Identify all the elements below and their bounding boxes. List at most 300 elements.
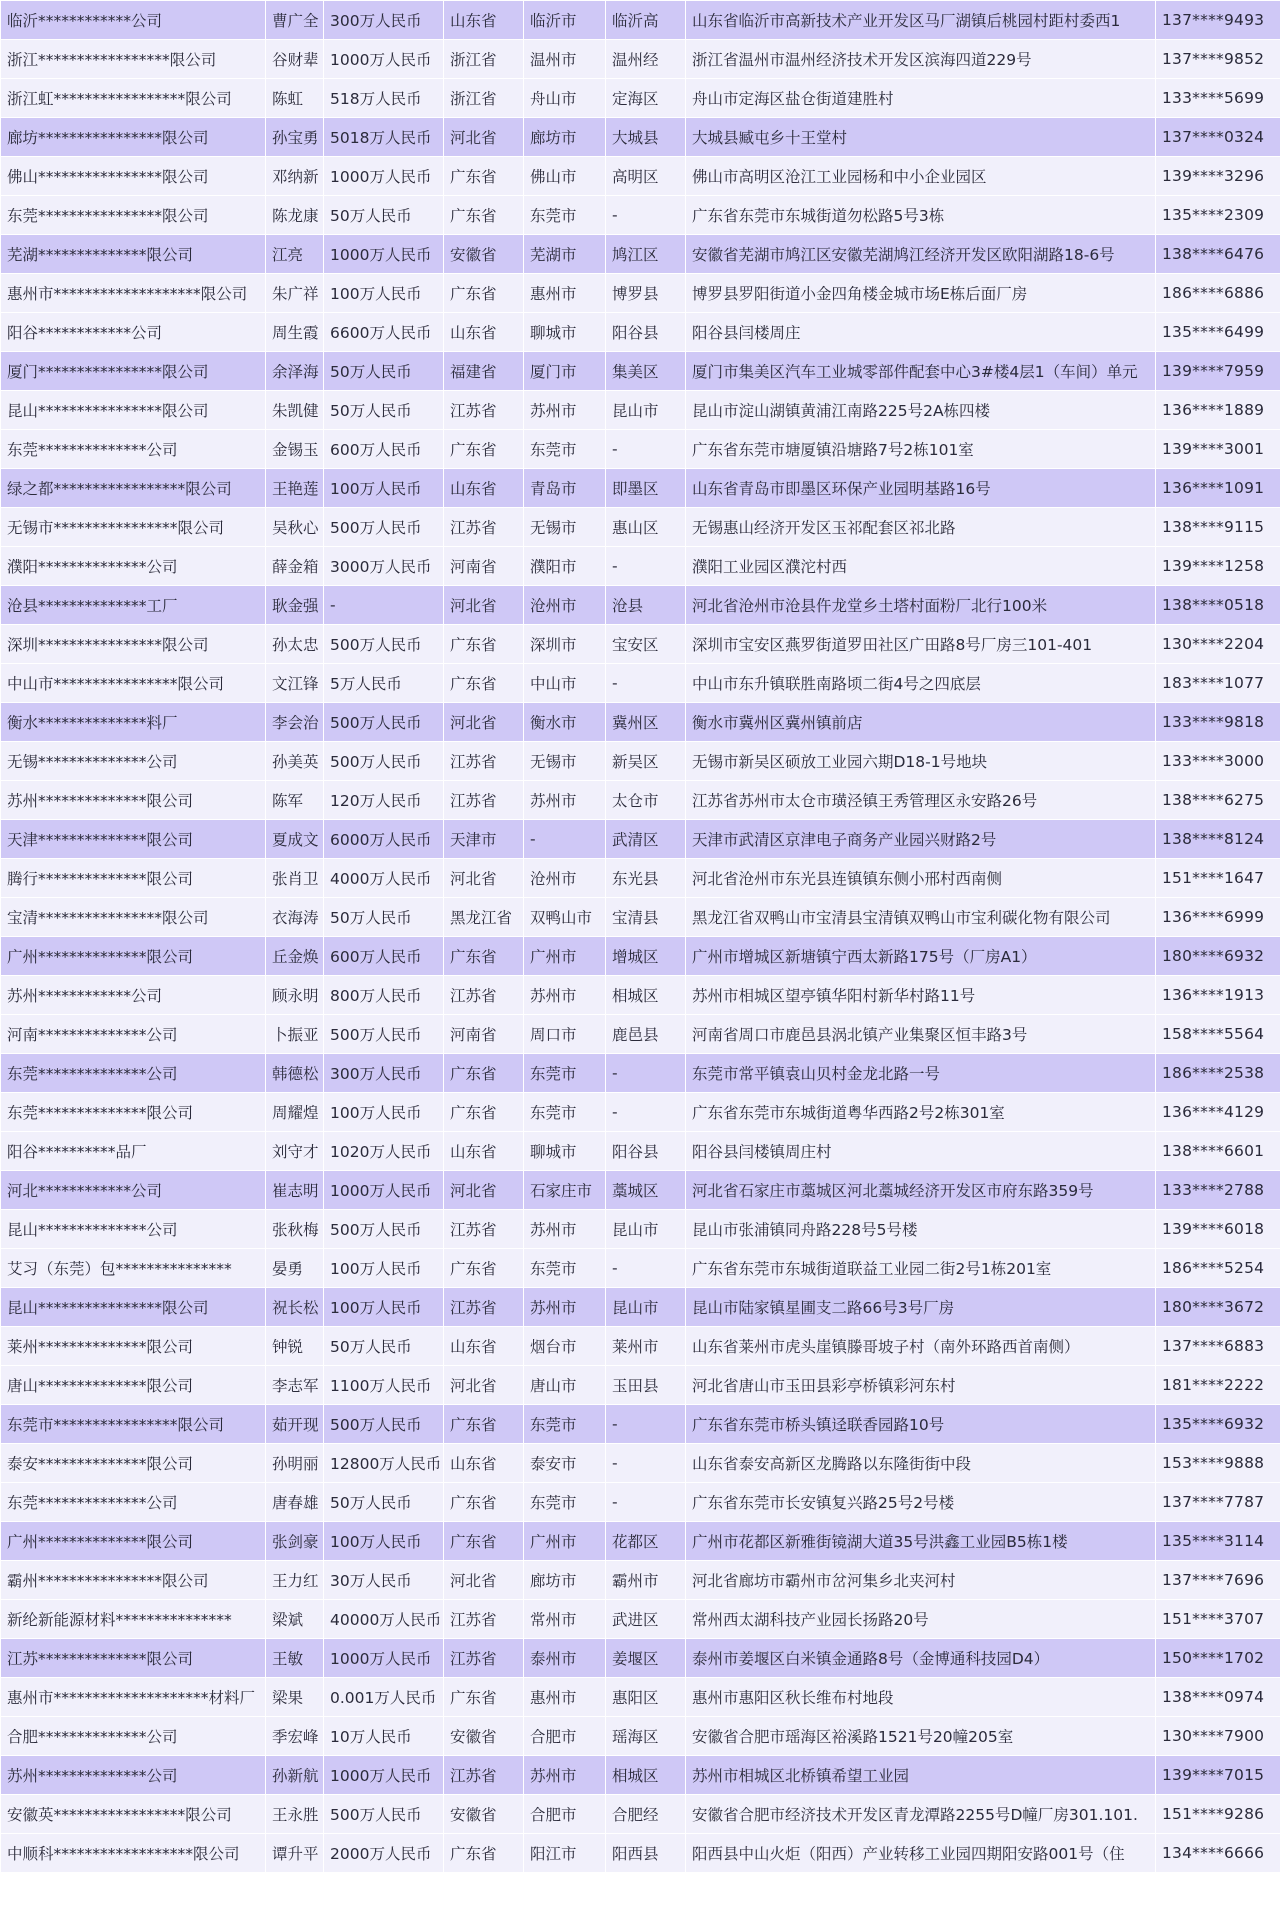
table-row xyxy=(1,352,1280,391)
cell-province: 广东省 xyxy=(444,1678,524,1717)
cell-address: 深圳市宝安区燕罗街道罗田社区广田路8号厂房三101-401 xyxy=(686,625,1156,664)
cell-phone: 158****5564 xyxy=(1156,1015,1280,1054)
cell-province: 广东省 xyxy=(444,937,524,976)
cell-district: - xyxy=(606,664,686,703)
cell-registered-capital: 50万人民币 xyxy=(324,391,444,430)
cell-legal-person: 朱凯健 xyxy=(266,391,324,430)
cell-province: 山东省 xyxy=(444,1132,524,1171)
cell-province: 江苏省 xyxy=(444,1600,524,1639)
cell-company-name: 中顺科******************限公司 xyxy=(1,1834,266,1873)
cell-phone: 130****2204 xyxy=(1156,625,1280,664)
cell-company-name: 绿之都*****************限公司 xyxy=(1,469,266,508)
table-row xyxy=(1,1639,1280,1678)
cell-phone: 138****6275 xyxy=(1156,781,1280,820)
cell-district: 鸠江区 xyxy=(606,235,686,274)
table-row xyxy=(1,664,1280,703)
cell-company-name: 衡水**************料厂 xyxy=(1,703,266,742)
cell-address: 博罗县罗阳街道小金四角楼金城市场E栋后面厂房 xyxy=(686,274,1156,313)
cell-address: 惠州市惠阳区秋长维布村地段 xyxy=(686,1678,1156,1717)
cell-city: 东莞市 xyxy=(524,196,606,235)
cell-district: 沧县 xyxy=(606,586,686,625)
cell-legal-person: 陈虹 xyxy=(266,79,324,118)
cell-legal-person: 梁果 xyxy=(266,1678,324,1717)
cell-phone: 153****9888 xyxy=(1156,1444,1280,1483)
cell-phone: 186****2538 xyxy=(1156,1054,1280,1093)
cell-district: 惠山区 xyxy=(606,508,686,547)
table-row xyxy=(1,40,1280,79)
cell-address: 河北省唐山市玉田县彩亭桥镇彩河东村 xyxy=(686,1366,1156,1405)
cell-company-name: 霸州****************限公司 xyxy=(1,1561,266,1600)
cell-registered-capital: 50万人民币 xyxy=(324,352,444,391)
cell-city: 东莞市 xyxy=(524,1054,606,1093)
cell-company-name: 临沂************公司 xyxy=(1,1,266,40)
cell-district: - xyxy=(606,1054,686,1093)
cell-province: 河北省 xyxy=(444,859,524,898)
cell-phone: 136****1889 xyxy=(1156,391,1280,430)
cell-registered-capital: 100万人民币 xyxy=(324,1522,444,1561)
cell-address: 河北省石家庄市藁城区河北藁城经济开发区市府东路359号 xyxy=(686,1171,1156,1210)
table-row xyxy=(1,703,1280,742)
cell-legal-person: 孙新航 xyxy=(266,1756,324,1795)
cell-phone: 139****1258 xyxy=(1156,547,1280,586)
cell-legal-person: 孙宝勇 xyxy=(266,118,324,157)
cell-city: 苏州市 xyxy=(524,1288,606,1327)
table-row xyxy=(1,1444,1280,1483)
cell-phone: 151****9286 xyxy=(1156,1795,1280,1834)
cell-address: 山东省临沂市高新技术产业开发区马厂湖镇后桃园村距村委西1 xyxy=(686,1,1156,40)
cell-legal-person: 衣海涛 xyxy=(266,898,324,937)
cell-address: 中山市东升镇联胜南路顷二街4号之四底层 xyxy=(686,664,1156,703)
cell-registered-capital: 50万人民币 xyxy=(324,196,444,235)
cell-legal-person: 孙太忠 xyxy=(266,625,324,664)
cell-address: 泰州市姜堰区白米镇金通路8号（金博通科技园D4） xyxy=(686,1639,1156,1678)
cell-phone: 183****1077 xyxy=(1156,664,1280,703)
cell-province: 河北省 xyxy=(444,703,524,742)
cell-province: 河北省 xyxy=(444,1366,524,1405)
cell-legal-person: 夏成文 xyxy=(266,820,324,859)
cell-legal-person: 薛金箱 xyxy=(266,547,324,586)
cell-phone: 138****9115 xyxy=(1156,508,1280,547)
cell-legal-person: 晏勇 xyxy=(266,1249,324,1288)
cell-company-name: 中山市****************限公司 xyxy=(1,664,266,703)
cell-company-name: 艾习（东莞）包*************** xyxy=(1,1249,266,1288)
cell-legal-person: 张肖卫 xyxy=(266,859,324,898)
cell-address: 安徽省合肥市经济技术开发区青龙潭路2255号D幢厂房301.101. xyxy=(686,1795,1156,1834)
cell-city: 深圳市 xyxy=(524,625,606,664)
cell-address: 广东省东莞市东城街道勿松路5号3栋 xyxy=(686,196,1156,235)
cell-province: 河北省 xyxy=(444,118,524,157)
cell-company-name: 浙江*****************限公司 xyxy=(1,40,266,79)
cell-company-name: 宝清****************限公司 xyxy=(1,898,266,937)
cell-company-name: 阳谷************公司 xyxy=(1,313,266,352)
cell-address: 昆山市张浦镇同舟路228号5号楼 xyxy=(686,1210,1156,1249)
table-row xyxy=(1,1015,1280,1054)
cell-city: 合肥市 xyxy=(524,1717,606,1756)
cell-district: 新吴区 xyxy=(606,742,686,781)
cell-company-name: 昆山****************限公司 xyxy=(1,1288,266,1327)
cell-phone: 150****1702 xyxy=(1156,1639,1280,1678)
cell-legal-person: 王敏 xyxy=(266,1639,324,1678)
cell-registered-capital: 500万人民币 xyxy=(324,1210,444,1249)
cell-city: 惠州市 xyxy=(524,1678,606,1717)
cell-legal-person: 耿金强 xyxy=(266,586,324,625)
table-row xyxy=(1,1132,1280,1171)
cell-district: 博罗县 xyxy=(606,274,686,313)
table-row xyxy=(1,625,1280,664)
cell-district: 玉田县 xyxy=(606,1366,686,1405)
cell-phone: 133****9818 xyxy=(1156,703,1280,742)
cell-district: 宝清县 xyxy=(606,898,686,937)
cell-registered-capital: 100万人民币 xyxy=(324,274,444,313)
table-row xyxy=(1,157,1280,196)
cell-legal-person: 李志军 xyxy=(266,1366,324,1405)
cell-address: 大城县臧屯乡十王堂村 xyxy=(686,118,1156,157)
cell-registered-capital: 2000万人民币 xyxy=(324,1834,444,1873)
cell-phone: 133****3000 xyxy=(1156,742,1280,781)
cell-address: 无锡惠山经济开发区玉祁配套区祁北路 xyxy=(686,508,1156,547)
cell-district: 温州经 xyxy=(606,40,686,79)
cell-company-name: 东莞**************限公司 xyxy=(1,1093,266,1132)
cell-company-name: 苏州************公司 xyxy=(1,976,266,1015)
cell-province: 山东省 xyxy=(444,313,524,352)
cell-district: 定海区 xyxy=(606,79,686,118)
cell-company-name: 安徽英*****************限公司 xyxy=(1,1795,266,1834)
cell-province: 浙江省 xyxy=(444,79,524,118)
table-row xyxy=(1,1,1280,40)
cell-address: 江苏省苏州市太仓市璜泾镇王秀管理区永安路26号 xyxy=(686,781,1156,820)
cell-city: 常州市 xyxy=(524,1600,606,1639)
cell-phone: 139****6018 xyxy=(1156,1210,1280,1249)
cell-address: 苏州市相城区北桥镇希望工业园 xyxy=(686,1756,1156,1795)
table-row xyxy=(1,79,1280,118)
cell-company-name: 新纶新能源材料*************** xyxy=(1,1600,266,1639)
cell-district: 即墨区 xyxy=(606,469,686,508)
cell-company-name: 昆山**************公司 xyxy=(1,1210,266,1249)
cell-province: 江苏省 xyxy=(444,1756,524,1795)
cell-province: 广东省 xyxy=(444,274,524,313)
cell-district: 昆山市 xyxy=(606,391,686,430)
cell-city: 东莞市 xyxy=(524,1249,606,1288)
cell-registered-capital: 100万人民币 xyxy=(324,1288,444,1327)
cell-province: 广东省 xyxy=(444,1834,524,1873)
cell-phone: 138****6476 xyxy=(1156,235,1280,274)
cell-phone: 138****6601 xyxy=(1156,1132,1280,1171)
cell-company-name: 昆山****************限公司 xyxy=(1,391,266,430)
cell-legal-person: 祝长松 xyxy=(266,1288,324,1327)
cell-legal-person: 王力红 xyxy=(266,1561,324,1600)
cell-city: 濮阳市 xyxy=(524,547,606,586)
cell-phone: 180****6932 xyxy=(1156,937,1280,976)
cell-legal-person: 余泽海 xyxy=(266,352,324,391)
cell-legal-person: 丘金焕 xyxy=(266,937,324,976)
cell-phone: 138****8124 xyxy=(1156,820,1280,859)
cell-legal-person: 季宏峰 xyxy=(266,1717,324,1756)
cell-company-name: 阳谷**********品厂 xyxy=(1,1132,266,1171)
cell-legal-person: 韩德松 xyxy=(266,1054,324,1093)
cell-district: - xyxy=(606,430,686,469)
cell-district: 霸州市 xyxy=(606,1561,686,1600)
cell-province: 广东省 xyxy=(444,1249,524,1288)
cell-address: 山东省莱州市虎头崖镇滕哥坡子村（南外环路西首南侧） xyxy=(686,1327,1156,1366)
cell-phone: 135****3114 xyxy=(1156,1522,1280,1561)
cell-district: 鹿邑县 xyxy=(606,1015,686,1054)
cell-phone: 135****6499 xyxy=(1156,313,1280,352)
cell-province: 广东省 xyxy=(444,1522,524,1561)
cell-company-name: 天津**************限公司 xyxy=(1,820,266,859)
cell-district: - xyxy=(606,1249,686,1288)
cell-address: 衡水市冀州区冀州镇前店 xyxy=(686,703,1156,742)
cell-company-name: 广州**************限公司 xyxy=(1,1522,266,1561)
cell-address: 广州市增城区新塘镇宁西太新路175号（厂房A1） xyxy=(686,937,1156,976)
table-row xyxy=(1,781,1280,820)
cell-legal-person: 江亮 xyxy=(266,235,324,274)
table-row xyxy=(1,1210,1280,1249)
cell-province: 福建省 xyxy=(444,352,524,391)
cell-city: 广州市 xyxy=(524,1522,606,1561)
cell-company-name: 腾行**************限公司 xyxy=(1,859,266,898)
cell-district: 花都区 xyxy=(606,1522,686,1561)
cell-city: 石家庄市 xyxy=(524,1171,606,1210)
table-row xyxy=(1,898,1280,937)
cell-registered-capital: 1000万人民币 xyxy=(324,235,444,274)
cell-company-name: 河南**************公司 xyxy=(1,1015,266,1054)
cell-city: 周口市 xyxy=(524,1015,606,1054)
cell-registered-capital: 518万人民币 xyxy=(324,79,444,118)
cell-city: 东莞市 xyxy=(524,430,606,469)
cell-company-name: 无锡**************公司 xyxy=(1,742,266,781)
cell-company-name: 泰安**************限公司 xyxy=(1,1444,266,1483)
cell-legal-person: 钟锐 xyxy=(266,1327,324,1366)
cell-company-name: 莱州**************限公司 xyxy=(1,1327,266,1366)
table-row xyxy=(1,1249,1280,1288)
cell-address: 无锡市新吴区硕放工业园六期D18-1号地块 xyxy=(686,742,1156,781)
cell-city: 东莞市 xyxy=(524,1405,606,1444)
table-row xyxy=(1,1600,1280,1639)
cell-province: 广东省 xyxy=(444,1093,524,1132)
table-row xyxy=(1,1366,1280,1405)
cell-address: 常州西太湖科技产业园长扬路20号 xyxy=(686,1600,1156,1639)
cell-company-name: 惠州市*******************限公司 xyxy=(1,274,266,313)
cell-city: 东莞市 xyxy=(524,1093,606,1132)
cell-address: 河南省周口市鹿邑县涡北镇产业集聚区恒丰路3号 xyxy=(686,1015,1156,1054)
cell-legal-person: 孙明丽 xyxy=(266,1444,324,1483)
cell-province: 广东省 xyxy=(444,196,524,235)
cell-registered-capital: 800万人民币 xyxy=(324,976,444,1015)
cell-company-name: 佛山****************限公司 xyxy=(1,157,266,196)
table-row xyxy=(1,196,1280,235)
cell-phone: 135****6932 xyxy=(1156,1405,1280,1444)
cell-district: 增城区 xyxy=(606,937,686,976)
cell-province: 黑龙江省 xyxy=(444,898,524,937)
cell-registered-capital: 600万人民币 xyxy=(324,937,444,976)
cell-province: 山东省 xyxy=(444,469,524,508)
table-row xyxy=(1,1522,1280,1561)
cell-registered-capital: 6600万人民币 xyxy=(324,313,444,352)
cell-address: 广东省东莞市长安镇复兴路25号2号楼 xyxy=(686,1483,1156,1522)
cell-city: 舟山市 xyxy=(524,79,606,118)
cell-district: 瑶海区 xyxy=(606,1717,686,1756)
cell-district: 大城县 xyxy=(606,118,686,157)
cell-legal-person: 谭升平 xyxy=(266,1834,324,1873)
cell-province: 广东省 xyxy=(444,664,524,703)
cell-city: 聊城市 xyxy=(524,1132,606,1171)
table-row xyxy=(1,1327,1280,1366)
cell-registered-capital: 100万人民币 xyxy=(324,1249,444,1288)
cell-province: 广东省 xyxy=(444,1054,524,1093)
cell-address: 山东省青岛市即墨区环保产业园明基路16号 xyxy=(686,469,1156,508)
cell-address: 厦门市集美区汽车工业城零部件配套中心3#楼4层1（车间）单元 xyxy=(686,352,1156,391)
cell-company-name: 廊坊****************限公司 xyxy=(1,118,266,157)
table-row xyxy=(1,742,1280,781)
cell-registered-capital: - xyxy=(324,586,444,625)
cell-province: 安徽省 xyxy=(444,235,524,274)
cell-phone: 136****6999 xyxy=(1156,898,1280,937)
cell-province: 江苏省 xyxy=(444,1639,524,1678)
cell-district: 武清区 xyxy=(606,820,686,859)
cell-city: 中山市 xyxy=(524,664,606,703)
cell-legal-person: 王艳莲 xyxy=(266,469,324,508)
cell-address: 东莞市常平镇袁山贝村金龙北路一号 xyxy=(686,1054,1156,1093)
cell-address: 广东省东莞市东城街道联益工业园二街2号1栋201室 xyxy=(686,1249,1156,1288)
cell-province: 广东省 xyxy=(444,1405,524,1444)
cell-registered-capital: 5018万人民币 xyxy=(324,118,444,157)
cell-phone: 151****1647 xyxy=(1156,859,1280,898)
table-row xyxy=(1,1405,1280,1444)
cell-phone: 139****7959 xyxy=(1156,352,1280,391)
cell-address: 浙江省温州市温州经济技术开发区滨海四道229号 xyxy=(686,40,1156,79)
table-row xyxy=(1,118,1280,157)
cell-city: 广州市 xyxy=(524,937,606,976)
cell-city: 芜湖市 xyxy=(524,235,606,274)
cell-legal-person: 谷财辈 xyxy=(266,40,324,79)
table-row xyxy=(1,1561,1280,1600)
cell-address: 河北省沧州市东光县连镇镇东侧小邢村西南侧 xyxy=(686,859,1156,898)
cell-registered-capital: 10万人民币 xyxy=(324,1717,444,1756)
cell-phone: 138****0518 xyxy=(1156,586,1280,625)
cell-province: 江苏省 xyxy=(444,976,524,1015)
cell-registered-capital: 50万人民币 xyxy=(324,1483,444,1522)
cell-registered-capital: 1000万人民币 xyxy=(324,1171,444,1210)
cell-city: 无锡市 xyxy=(524,742,606,781)
cell-district: 太仓市 xyxy=(606,781,686,820)
cell-legal-person: 金锡玉 xyxy=(266,430,324,469)
cell-legal-person: 文江锋 xyxy=(266,664,324,703)
cell-legal-person: 王永胜 xyxy=(266,1795,324,1834)
cell-registered-capital: 100万人民币 xyxy=(324,1093,444,1132)
cell-district: - xyxy=(606,1093,686,1132)
cell-legal-person: 曹广全 xyxy=(266,1,324,40)
cell-city: 廊坊市 xyxy=(524,1561,606,1600)
cell-city: 苏州市 xyxy=(524,781,606,820)
cell-registered-capital: 120万人民币 xyxy=(324,781,444,820)
cell-registered-capital: 300万人民币 xyxy=(324,1,444,40)
table-row xyxy=(1,1834,1280,1873)
cell-city: 烟台市 xyxy=(524,1327,606,1366)
table-row xyxy=(1,859,1280,898)
cell-legal-person: 陈龙康 xyxy=(266,196,324,235)
cell-city: 泰州市 xyxy=(524,1639,606,1678)
cell-phone: 186****6886 xyxy=(1156,274,1280,313)
cell-district: 集美区 xyxy=(606,352,686,391)
cell-district: - xyxy=(606,1444,686,1483)
table-row xyxy=(1,274,1280,313)
cell-phone: 133****2788 xyxy=(1156,1171,1280,1210)
table-row xyxy=(1,1717,1280,1756)
table-row xyxy=(1,235,1280,274)
cell-company-name: 厦门****************限公司 xyxy=(1,352,266,391)
table-row xyxy=(1,469,1280,508)
table-row xyxy=(1,1288,1280,1327)
cell-province: 江苏省 xyxy=(444,781,524,820)
cell-phone: 136****4129 xyxy=(1156,1093,1280,1132)
cell-phone: 151****3707 xyxy=(1156,1600,1280,1639)
cell-address: 安徽省合肥市瑶海区裕溪路1521号20幢205室 xyxy=(686,1717,1156,1756)
cell-district: - xyxy=(606,1405,686,1444)
cell-phone: 133****5699 xyxy=(1156,79,1280,118)
cell-company-name: 河北************公司 xyxy=(1,1171,266,1210)
cell-district: 姜堰区 xyxy=(606,1639,686,1678)
table-row xyxy=(1,508,1280,547)
cell-district: 冀州区 xyxy=(606,703,686,742)
cell-registered-capital: 1020万人民币 xyxy=(324,1132,444,1171)
cell-district: 高明区 xyxy=(606,157,686,196)
cell-district: 昆山市 xyxy=(606,1288,686,1327)
cell-address: 山东省泰安高新区龙腾路以东隆街街中段 xyxy=(686,1444,1156,1483)
cell-phone: 139****7015 xyxy=(1156,1756,1280,1795)
table-row xyxy=(1,313,1280,352)
cell-address: 昆山市陆家镇星圃支二路66号3号厂房 xyxy=(686,1288,1156,1327)
cell-registered-capital: 1000万人民币 xyxy=(324,1756,444,1795)
cell-legal-person: 崔志明 xyxy=(266,1171,324,1210)
cell-registered-capital: 500万人民币 xyxy=(324,625,444,664)
cell-registered-capital: 500万人民币 xyxy=(324,508,444,547)
cell-registered-capital: 1100万人民币 xyxy=(324,1366,444,1405)
cell-company-name: 东莞**************公司 xyxy=(1,430,266,469)
cell-province: 河北省 xyxy=(444,1561,524,1600)
cell-province: 山东省 xyxy=(444,1,524,40)
cell-company-name: 濮阳**************公司 xyxy=(1,547,266,586)
cell-legal-person: 陈军 xyxy=(266,781,324,820)
cell-company-name: 无锡市****************限公司 xyxy=(1,508,266,547)
table-row xyxy=(1,391,1280,430)
cell-city: 合肥市 xyxy=(524,1795,606,1834)
cell-legal-person: 李会治 xyxy=(266,703,324,742)
cell-district: 惠阳区 xyxy=(606,1678,686,1717)
cell-phone: 137****9852 xyxy=(1156,40,1280,79)
cell-company-name: 东莞**************公司 xyxy=(1,1483,266,1522)
cell-province: 江苏省 xyxy=(444,508,524,547)
cell-phone: 137****7787 xyxy=(1156,1483,1280,1522)
cell-province: 江苏省 xyxy=(444,391,524,430)
cell-district: - xyxy=(606,1483,686,1522)
table-row xyxy=(1,1483,1280,1522)
cell-phone: 180****3672 xyxy=(1156,1288,1280,1327)
cell-district: 莱州市 xyxy=(606,1327,686,1366)
cell-city: 沧州市 xyxy=(524,586,606,625)
cell-registered-capital: 500万人民币 xyxy=(324,1795,444,1834)
cell-registered-capital: 0.001万人民币 xyxy=(324,1678,444,1717)
cell-phone: 136****1091 xyxy=(1156,469,1280,508)
cell-company-name: 芜湖**************限公司 xyxy=(1,235,266,274)
cell-legal-person: 卜振亚 xyxy=(266,1015,324,1054)
cell-province: 天津市 xyxy=(444,820,524,859)
cell-legal-person: 梁斌 xyxy=(266,1600,324,1639)
cell-registered-capital: 1000万人民币 xyxy=(324,157,444,196)
cell-province: 河北省 xyxy=(444,586,524,625)
cell-legal-person: 张剑豪 xyxy=(266,1522,324,1561)
cell-address: 安徽省芜湖市鸠江区安徽芜湖鸠江经济开发区欧阳湖路18-6号 xyxy=(686,235,1156,274)
cell-city: 苏州市 xyxy=(524,1756,606,1795)
